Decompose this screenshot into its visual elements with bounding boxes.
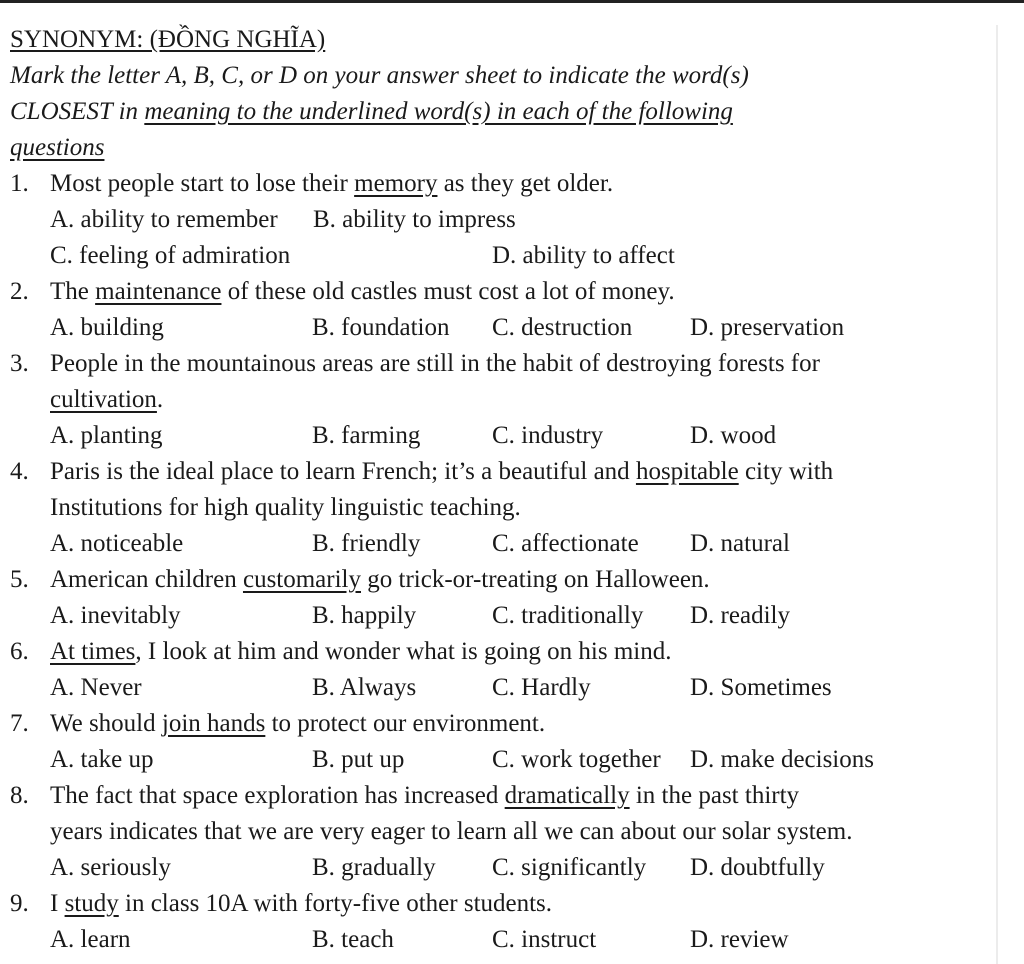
option-d: D. readily [690,602,790,629]
option-d: D. doubtfully [690,854,825,881]
option-a: A. take up [50,746,154,773]
question-3-cont: cultivation. [50,386,164,413]
instructions-line-2: CLOSEST in meaning to the underlined word(s) in each of the following [10,98,733,125]
option-d: D. wood [690,422,777,449]
question-4: 4. Paris is the ideal place to learn French; it’s a beautiful and hospitable city with [10,458,834,485]
option-c: C. industry [492,422,604,449]
option-b: B. foundation [312,314,450,341]
instructions-line-3: questions [10,134,105,161]
worksheet [10,22,990,958]
option-d: D. make decisions [690,746,874,773]
option-b: B. put up [312,746,405,773]
option-d: D. natural [690,530,790,557]
question-8-cont: years indicates that we are very eager to learn all we can about our solar system. [50,818,853,845]
option-c: C. destruction [492,314,633,341]
options-6 [10,670,990,706]
option-b: B. ability to impress [313,206,516,233]
options-3 [10,418,990,454]
question-4-cont: Institutions for high quality linguistic teaching. [50,494,521,521]
question-5: 5. American children customarily go trick-or-treating on Halloween. [10,566,710,593]
underlined-word: study [64,890,119,917]
option-a: A. planting [50,422,163,449]
option-d: D. Sometimes [690,674,832,701]
section-title: SYNONYM: (ĐỒNG NGHĨA) [10,26,326,53]
question-9: 9. I study in class 10A with forty-five other students. [10,890,553,917]
underlined-word: cultivation [50,386,157,413]
option-c: C. affectionate [492,530,639,557]
option-a: A. Never [50,674,142,701]
option-a: A. ability to remember [50,206,278,233]
question-8: 8. The fact that space exploration has increased dramatically in the past thirty [10,782,800,809]
option-b: B. Always [312,674,417,701]
option-d: D. review [690,926,789,953]
top-border [0,0,1024,3]
option-b: B. friendly [312,530,421,557]
options-1 [10,202,990,238]
options-8 [10,850,990,886]
options-4 [10,526,990,562]
underlined-word: At times [50,638,136,665]
question-7: 7. We should join hands to protect our environment. [10,710,546,737]
option-d: D. ability to affect [492,242,675,269]
options-1b [10,238,990,274]
question-1: 1. Most people start to lose their memory as they get older. [10,170,614,197]
option-a: A. building [50,314,164,341]
question-3: 3. People in the mountainous areas are still in the habit of destroying forests for [10,350,820,377]
option-c: C. traditionally [492,602,644,629]
underlined-word: hospitable [635,458,739,485]
option-c: C. work together [492,746,661,773]
underlined-word: maintenance [95,278,222,305]
page-edge [996,25,998,964]
instructions-line-1: Mark the letter A, B, C, or D on your answer sheet to indicate the word(s) [10,62,749,89]
options-2 [10,310,990,346]
option-b: B. happily [312,602,417,629]
options-9 [10,922,990,958]
option-a: A. inevitably [50,602,181,629]
option-a: A. learn [50,926,131,953]
option-b: B. farming [312,422,421,449]
option-a: A. noticeable [50,530,184,557]
options-5 [10,598,990,634]
option-c: C. feeling of admiration [50,242,291,269]
underlined-word: memory [354,170,438,197]
option-b: B. gradually [312,854,436,881]
underlined-word: join hands [161,710,266,737]
question-2: 2. The maintenance of these old castles must cost a lot of money. [10,278,675,305]
options-7 [10,742,990,778]
underlined-word: dramatically [504,782,630,809]
option-c: C. instruct [492,926,597,953]
option-c: C. significantly [492,854,647,881]
option-c: C. Hardly [492,674,591,701]
underlined-word: customarily [242,566,361,593]
option-d: D. preservation [690,314,845,341]
question-6: 6. At times, I look at him and wonder what is going on his mind. [10,638,672,665]
option-a: A. seriously [50,854,171,881]
option-b: B. teach [312,926,394,953]
